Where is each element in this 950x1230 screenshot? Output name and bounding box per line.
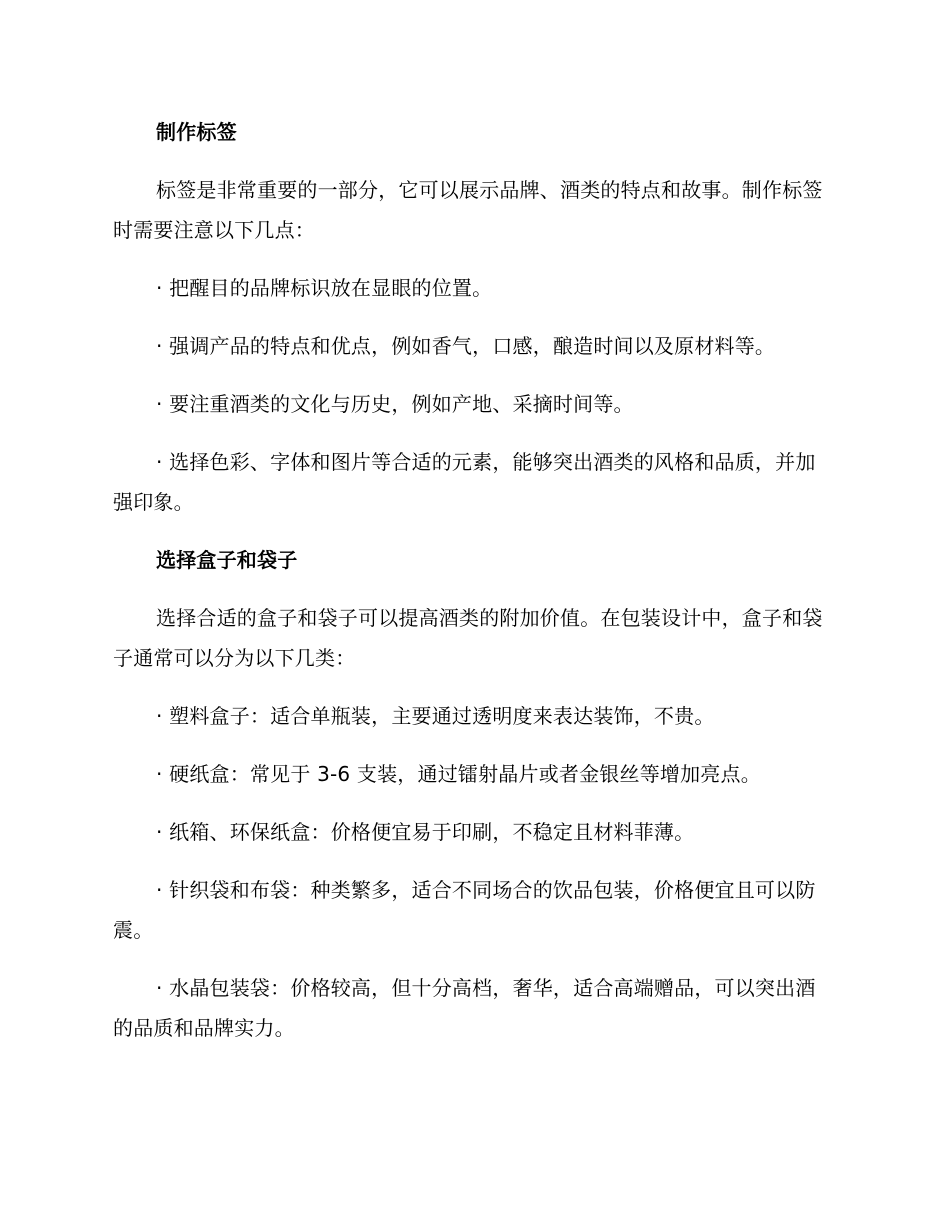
bullet-knit-cloth-bag: · 针织袋和布袋：种类繁多，适合不同场合的饮品包装，价格便宜且可以防震。: [113, 878, 816, 942]
section-heading-label: 制作标签: [156, 120, 237, 144]
bullet-design-elements: · 选择色彩、字体和图片等合适的元素，能够突出酒类的风格和品质，并加强印象。: [113, 450, 816, 514]
bullet-hard-paper-box: · 硬纸盒：常见于 3-6 支装，通过镭射晶片或者金银丝等增加亮点。: [156, 762, 761, 786]
bullet-product-features: · 强调产品的特点和优点，例如香气，口感，酿造时间以及原材料等。: [156, 334, 776, 358]
bullet-carton-box: · 纸箱、环保纸盒：价格便宜易于印刷，不稳定且材料菲薄。: [156, 820, 695, 844]
bullet-brand-logo: · 把醒目的品牌标识放在显眼的位置。: [156, 276, 493, 300]
section-heading-boxes: 选择盒子和袋子: [156, 548, 298, 572]
bullet-crystal-bag: · 水晶包装袋：价格较高，但十分高档，奢华，适合高端赠品，可以突出酒的品质和品牌实力。: [113, 976, 816, 1040]
document-body: [113, 112, 833, 1048]
bullet-plastic-box: · 塑料盒子：适合单瓶装，主要通过透明度来表达装饰，不贵。: [156, 704, 715, 728]
section-intro-boxes: 选择合适的盒子和袋子可以提高酒类的附加价值。在包装设计中，盒子和袋子通常可以分为以下几类：: [113, 606, 823, 670]
section-intro-label: 标签是非常重要的一部分，它可以展示品牌、酒类的特点和故事。制作标签时需要注意以下几点：: [113, 178, 823, 242]
bullet-culture-history: · 要注重酒类的文化与历史，例如产地、采摘时间等。: [156, 392, 634, 416]
